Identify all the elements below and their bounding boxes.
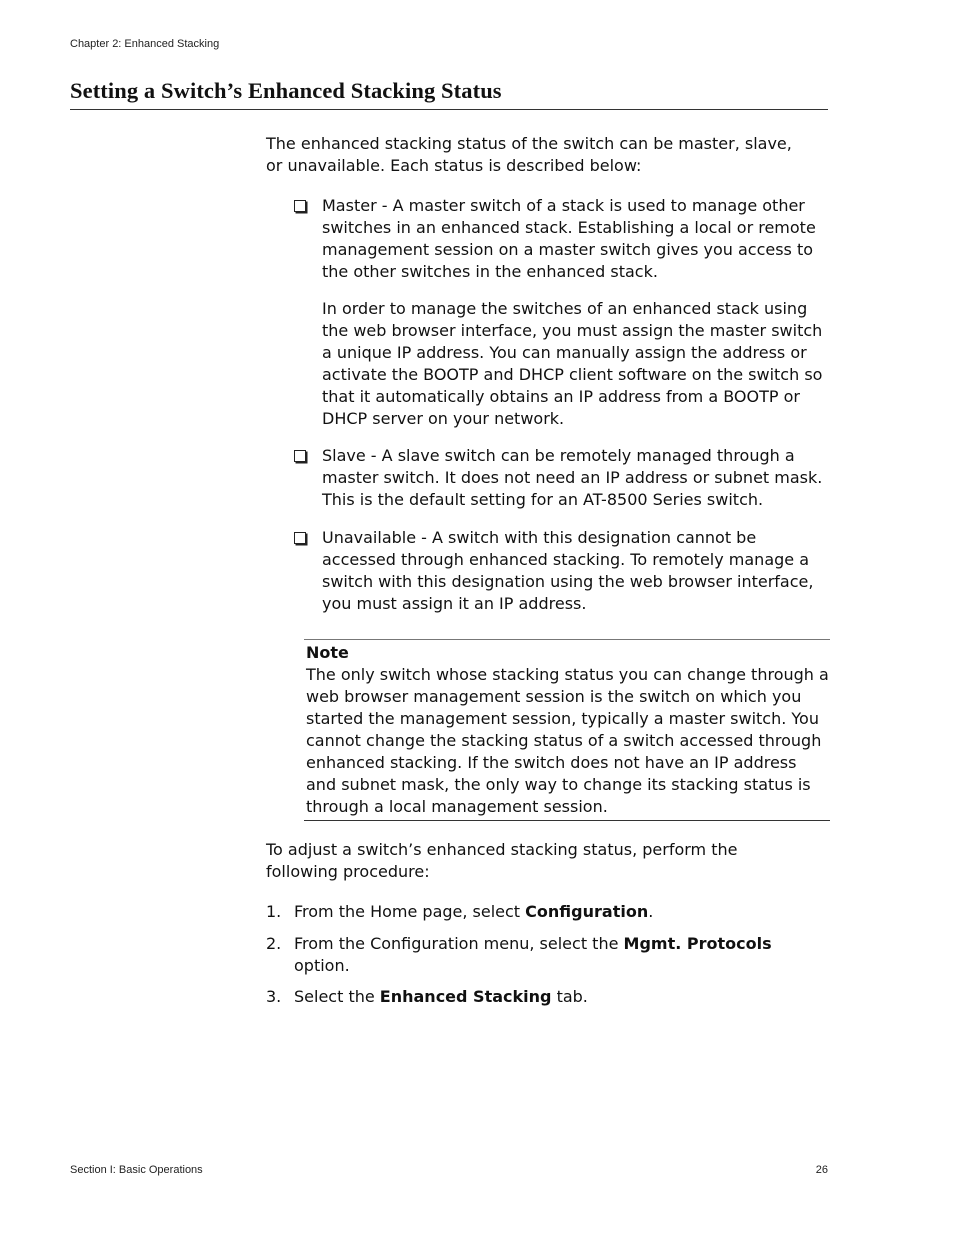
step-text-end: tab. <box>551 987 588 1006</box>
step-number: 1. <box>266 902 282 921</box>
section-title: Setting a Switch’s Enhanced Stacking Status <box>70 78 828 110</box>
note-text: The only switch whose stacking status you can change through a web browser management session is the switch on which you started the management session, typically a master switch. You cannot change the stacking status of a switch accessed through enhanced stacking. If the switch does not have an IP address and subnet mask, the only way to change its stacking status is through a local management session. <box>306 665 829 816</box>
step-text: Select the <box>294 987 380 1006</box>
master-ip-note: In order to manage the switches of an enhanced stack using the web browser interface, you must assign the master switch a unique IP address. You can manually assign the address or activate the BOOTP and DHCP client software on the switch so that it automatically obtains an IP address from a BOOTP or DHCP server on your network. <box>322 299 823 428</box>
step-item <box>266 901 826 923</box>
procedure-steps <box>266 901 826 1008</box>
step-text-end: option. <box>294 956 350 975</box>
step-text: From the Configuration menu, select the <box>294 934 624 953</box>
checkbox-bullet-icon <box>294 532 306 544</box>
checkbox-bullet-icon <box>294 200 306 212</box>
slave-description: Slave - A slave switch can be remotely managed through a master switch. It does not need an IP address or subnet mask. This is the default setting for an AT-8500 Series switch. <box>322 446 823 509</box>
list-item-master <box>292 195 832 430</box>
unavailable-description: Unavailable - A switch with this designation cannot be accessed through enhanced stacking. To remotely manage a switch with this designation using the web browser interface, you must assign it an IP address. <box>322 528 814 613</box>
step-ui-term: Configuration <box>525 902 649 921</box>
step-number: 3. <box>266 987 282 1006</box>
step-text-end: . <box>648 902 654 921</box>
page-number: 26 <box>815 1164 828 1176</box>
step-item <box>266 933 826 977</box>
intro-paragraph: The enhanced stacking status of the switch can be master, slave, or unavailable. Each status is described below: <box>266 134 792 175</box>
running-header: Chapter 2: Enhanced Stacking <box>70 38 220 50</box>
step-number: 2. <box>266 934 282 953</box>
status-list <box>292 195 832 615</box>
step-item <box>266 986 826 1008</box>
list-item-slave <box>292 445 832 511</box>
note-heading: Note <box>306 643 349 662</box>
footer-section: Section I: Basic Operations <box>70 1164 203 1176</box>
step-ui-term: Mgmt. Protocols <box>623 934 772 953</box>
procedure-intro: To adjust a switch’s enhanced stacking status, perform the following procedure: <box>266 840 738 881</box>
list-item-unavailable <box>292 527 832 615</box>
step-text: From the Home page, select <box>294 902 526 921</box>
note-box <box>304 639 830 821</box>
step-ui-term: Enhanced Stacking <box>379 987 552 1006</box>
checkbox-bullet-icon <box>294 450 306 462</box>
master-description: Master - A master switch of a stack is used to manage other switches in an enhanced stack. Establishing a local or remote management session on a master switch gives you access to the other switches in the enhanced stack. <box>322 196 816 281</box>
